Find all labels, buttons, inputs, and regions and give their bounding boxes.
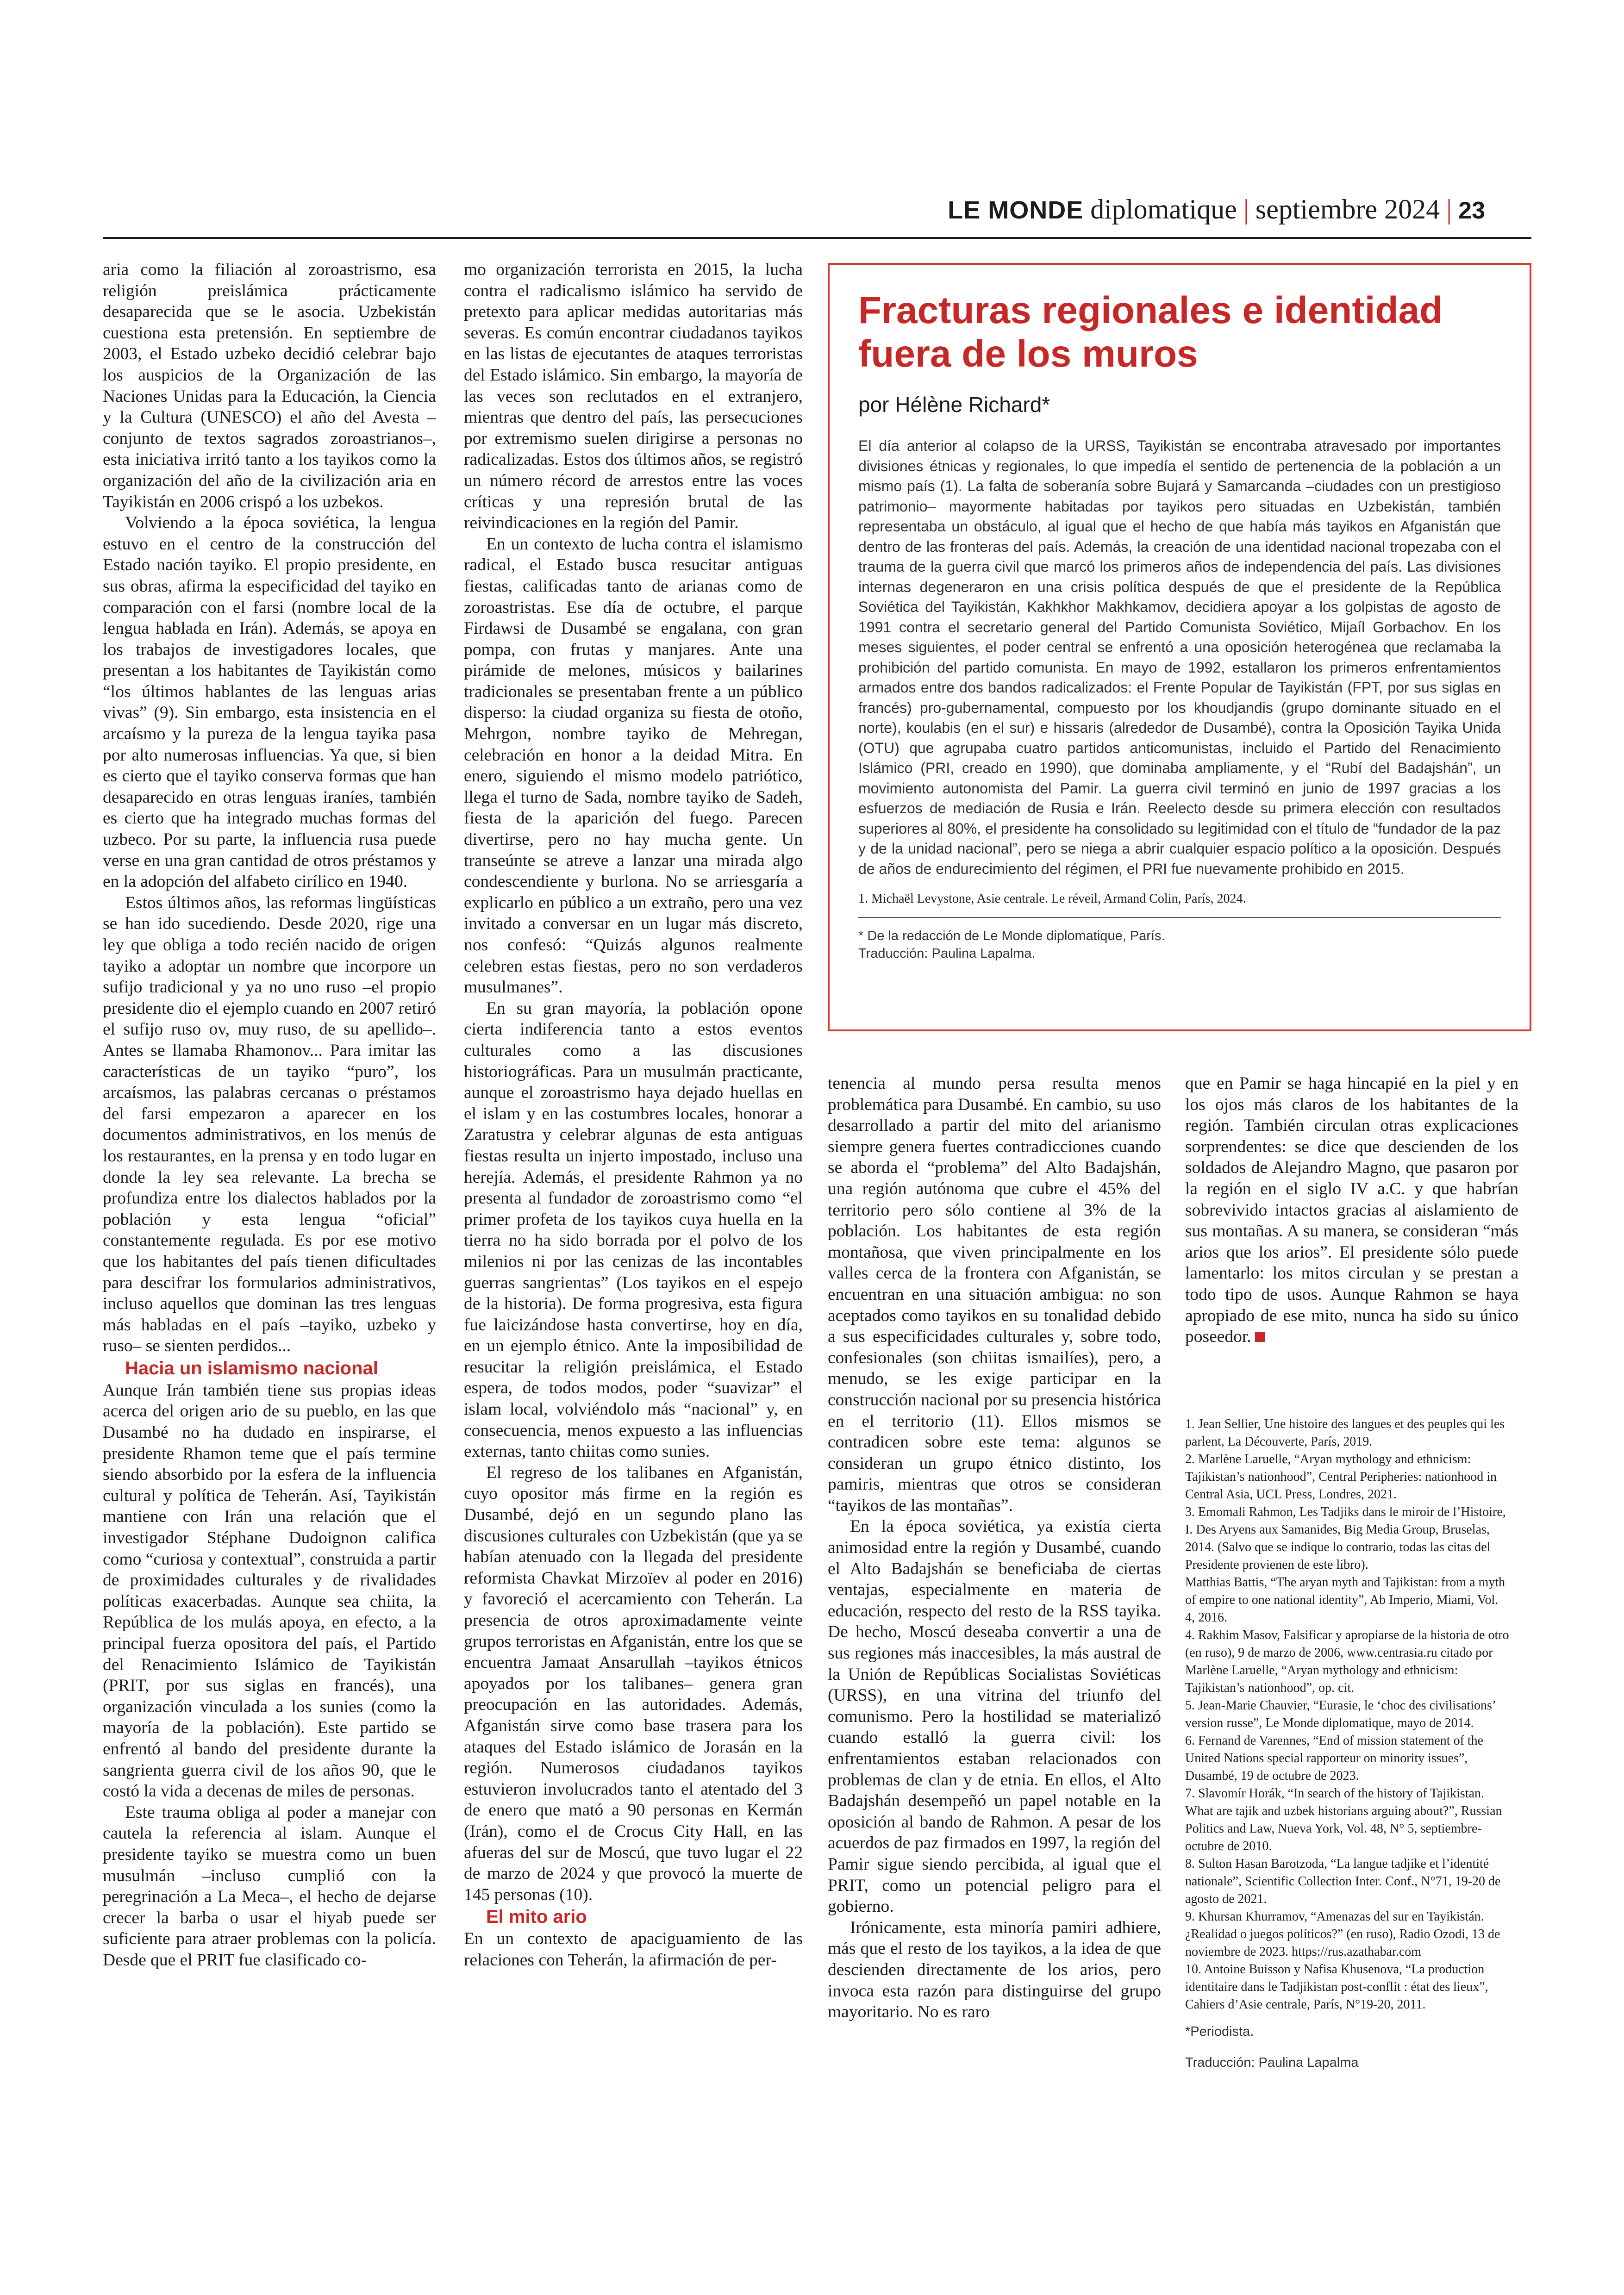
sidebar-author: por Hélène Richard*	[858, 393, 1050, 417]
paragraph: aria como la filiación al zoroastrismo, esa religión preislámica prácticamente desaparecida que se le asocia. Uzbekistán cuestiona esta pretensión. En septiembre de 2003, el Estado uzbeko decidió celebrar bajo los auspicios de la Organización de las Naciones Unidas para la Educación, la Ciencia y la Cultura (UNESCO) el año del Avesta –conjunto de textos sagrados zoroastrianos–, esta iniciativa irritó tanto a los tayikos como la organización del año de la civilización aria en Tayikistán en 2006 crispó a los uzbekos.	[103, 260, 436, 511]
sidebar-body: El día anterior al colapso de la URSS, Tayikistán se encontraba atravesado por importantes divisiones étnicas y regionales, lo que impedía el sentido de pertenencia de la población a un mismo país (1). La falta de soberanía sobre Bujará y Samarcanda –ciudades con un prestigioso patrimonio– mayormente habitadas por tayikos pero situadas en Uzbekistán, también representaba un obstáculo, al igual que el hecho de que había más tayikos en Afganistán que dentro de las fronteras del país. Además, la creación de una identidad nacional tropezaba con el trauma de la guerra civil que marcó los primeros años de independencia del país. Las divisiones internas degeneraron en una crisis política después de que el presidente de la República Soviética del Tayikistán, Kakhkhor Makhkamov, decidiera apoyar a los golpistas de agosto de 1991 contra el secretario general del Partido Comunista Soviético, Mijaíl Gorbachov. En los meses siguientes, el poder central se enfrentó a una oposición heterogénea que reclamaba la prohibición del partido comunista. En mayo de 1992, estallaron los primeros enfrentamientos armados entre dos bandos radicalizados: el Frente Popular de Tayikistán (FPT, por sus siglas en francés) pro-gubernamental, compuesto por los khoudjandis (grupo dominante situado en el norte), koulabis (en el sur) e hissaris (alrededor de Dusambé), contra la Oposición Tayika Unida (OTU) que agrupaba cuatro partidos anticomunistas, incluido el Partido del Renacimiento Islámico (PRI, creado en 1990), que dominaba ampliamente, y el “Rubí del Badajshán”, un movimiento autonomista del Pamir. La guerra civil terminó en junio de 1997 gracias a los esfuerzos de mediación de Rusia e Irán. Reelecto desde su primera elección con resultados superiores al 80%, el presidente ha consolidado su legitimidad con el título de “fundador de la paz y de la unidad nacional”, pero se niega a abrir cualquier espacio político a la oposición. Después de años de endurecimiento del régimen, el PRI fue nuevamente prohibido en 2015.	[858, 437, 1501, 877]
header-separator: |	[1243, 194, 1249, 225]
sidebar-credit: Traducción: Paulina Lapalma.	[858, 946, 1036, 961]
article-column-4	[1185, 1073, 1518, 1416]
sidebar-credit: * De la redacción de Le Monde diplomatique, París.	[858, 929, 1165, 943]
paragraph: Estos últimos años, las reformas lingüísticas se han ido sucediendo. Desde 2020, rige una ley que obliga a todo recién nacido de origen tayiko a adoptar un nombre que incorpore un sufijo tradicional y ya no uno ruso –el propio presidente dio el ejemplo cuando en 2007 retiró el sufijo ruso ov, muy ruso, de su apellido–. Antes se llamaba Rhamonov... Para imitar las características de un tayiko “puro”, los arcaísmos, las palabras cercanas o préstamos del farsi empezaron a aparecer en los documentos administrativos, en los menús de los restaurantes, en la prensa y en todo lugar en donde la ley sea relevante. La brecha se profundiza entre los dialectos hablados por la población y esta lengua “oficial” constantemente regulada. Es por ese motivo que los habitantes del país tienen dificultades para descifrar los formularios administrativos, incluso aquellos que dominan las tres lenguas más habladas en el país –tayiko, uzbeko y ruso– se sienten perdidos...	[103, 893, 436, 1356]
paragraph: En un contexto de lucha contra el islamismo radical, el Estado busca resucitar antiguas fiestas, calificadas tanto de arianas como de zoroastristas. Ese día de octubre, el parque Firdawsi de Dusambé se engalana, con gran pompa, con frutas y manjares. Ante una pirámide de melones, músicos y bailarines tradicionales se presentaban frente a un público disperso: la ciudad organiza su fiesta de otoño, Mehrgon, nombre tayiko de Mehregan, celebración en honor a la deidad Mitra. En enero, siguiendo el mismo modelo patriótico, llega el turno de Sada, nombre tayiko de Sadeh, fiesta de la aparición del fuego. Parecen divertirse, pero no hay mucha gente. Un transeúnte se atreve a lanzar una mirada algo condescendiente y burlona. No se arriesgaría a explicarlo en público a un extraño, pero una vez invitado a conversar en un lugar más discreto, nos confesó: “Quizás algunos realmente celebren estas fiestas, pero no son verdaderos musulmanes”.	[464, 534, 803, 997]
paragraph: Aunque Irán también tiene sus propias ideas acerca del origen ario de su pueblo, en las que Dusambé no ha dudado en inspirarse, el presidente Rhamon teme que el país termine siendo absorbido por la esfera de la influencia cultural y política de Teherán. Así, Tayikistán mantiene con Irán una relación que el investigador Stéphane Dudoignon califica como “curiosa y contextual”, construida a partir de proximidades culturales y de rivalidades políticas exacerbadas. Aunque sea chiita, la República de los mulás apoya, en efecto, a la principal fuerza opositora del país, el Partido del Renacimiento Islámico de Tayikistán (PRIT, por sus siglas en francés), una organización vinculada a los sunies (como la mayoría de la población). Este partido se enfrentó al bando del presidente durante la sangrienta guerra civil de los años 90, que le costó la vida a decenas de miles de personas.	[103, 1380, 436, 1801]
footnote: 3. Emomali Rahmon, Les Tadjiks dans le miroir de l’Histoire, I. Des Aryens aux Samanides, Big Media Group, Bruselas, 2014. (Salvo que se indique lo contrario, todas las citas del Presidente provienen de este libro).	[1185, 1505, 1506, 1572]
footnote: 9. Khursan Khurramov, “Amenazas del sur en Tayikistán. ¿Realidad o juegos políticos?” (en ruso), Radio Ozodi, 13 de noviembre de 2023. https://rus.azathabar.com	[1185, 1909, 1500, 1959]
paragraph	[1185, 1073, 1518, 1347]
subheading: El mito ario	[486, 1907, 587, 1927]
notes-credit: Traducción: Paulina Lapalma	[1185, 2055, 1359, 2070]
paragraph-text: que en Pamir se haga hincapié en la piel y en los ojos más claros de los habitantes de la región. También circulan otras explicaciones sorprendentes: se dice que descienden de los soldados de Alejandro Magno, que pasaron por la región en el siglo IV a.C. y que habrían sobrevivido intactos gracias al aislamiento de sus montañas. A su manera, se consideran “más arios que los arios”. El presidente sólo puede lamentarlo: los mitos circulan y se prestan a todo tipo de usos. Aunque Rahmon se haya apropiado de ese mito, nunca ha sido su único poseedor.	[1185, 1074, 1518, 1347]
header-page-number: 23	[1458, 197, 1485, 224]
footnotes	[1185, 1416, 1509, 2085]
header-brand: LE MONDE	[948, 196, 1084, 224]
paragraph: tenencia al mundo persa resulta menos problemática para Dusambé. En cambio, su uso desarrollado a partir del mito del arianismo siempre genera fuertes contradicciones cuando se aborda el “problema” del Alto Badajshán, una región autónoma que cubre el 45% del territorio pero sólo contiene al 3% de la población. Los habitantes de esta región montañosa, que viven principalmente en los valles cerca de la frontera con Afganistán, se encuentran en una situación ambigua: no son aceptados como tayikos en su tonalidad debido a sus especificidades culturales y, sobre todo, confesionales (son chiitas ismailíes), pero, a menudo, se les exige participar en la construcción nacional por su presencia histórica en el territorio (11). Ellos mismos se contradicen sobre este tema: algunos se consideran un grupo étnico distinto, los pamiris, mientras que otros se consideran “tayikos de las montañas”.	[828, 1074, 1161, 1515]
paragraph: Este trauma obliga al poder a manejar con cautela la referencia al islam. Aunque el presidente tayiko se muestra como un buen musulmán –incluso cumplió con la peregrinación a La Meca–, el hecho de dejarse crecer la barba o usar el hiyab puede ser suficiente para atraer problemas con la policía. Desde que el PRIT fue clasificado co-	[103, 1802, 436, 1970]
paragraph: En su gran mayoría, la población opone cierta indiferencia tanto a estos eventos culturales como a las discusiones historiográficas. Para un musulmán practicante, aunque el zoroastrismo haya dejado huellas en el islam y en las costumbres locales, honorar a Zaratustra y celebrar algunas de esta antiguas fiestas resulta un injerto impostado, incluso una herejía. Además, el presidente Rahmon ya no presenta al fundador de zoroastrismo como “el primer profeta de los tayikos cuya huella en la tierra no ha sido borrada por el polvo de los milenios ni por las cenizas de las incontables guerras sangrientas” (Los tayikos en el espejo de la historia). De forma progresiva, esta figura fue laicizándose hasta convertirse, hoy en día, en un ejemplo étnico. Ante la imposibilidad de resucitar la religión preislámica, el Estado espera, de todos modos, poder “suavizar” el islam local, volviéndolo más “nacional” y, en consecuencia, menos expuesto a las influencias externas, tanto chiitas como sunies.	[464, 998, 803, 1461]
sidebar-divider	[858, 917, 1501, 918]
header-rule	[103, 237, 1531, 239]
footnote: Matthias Battis, “The aryan myth and Tajikistan: from a myth of empire to one national identity”, Ab Imperio, Miami, Vol. 4, 2016.	[1185, 1575, 1505, 1625]
article-column-2	[464, 259, 803, 2120]
footnote: 8. Sulton Hasan Barotzoda, “La langue tadjike et l’identité nationale”, Scientific Collection Inter. Conf., N°71, 19-20 de agosto de 2021.	[1185, 1857, 1501, 1906]
footnote: 1. Jean Sellier, Une histoire des langues et des peuples qui les parlent, La Découverte, París, 2019.	[1185, 1417, 1505, 1449]
page-header	[948, 191, 1485, 228]
sidebar-footnote: 1. Michaël Levystone, Asie centrale. Le réveil, Armand Colin, París, 2024.	[858, 892, 1246, 906]
paragraph: mo organización terrorista en 2015, la lucha contra el radicalismo islámico ha servido de pretexto para aplicar medidas autoritarias más severas. Es común encontrar ciudadanos tayikos en las listas de ejecutantes de ataques terroristas del Estado islámico. Sin embargo, la mayoría de las veces son reclutados en el extranjero, mientras que dentro del país, las persecuciones por extremismo suelen dirigirse a personas no radicalizadas. Estos dos últimos años, se registró un número récord de arrestos entre las voces críticas y una represión brutal de las reivindicaciones en la región del Pamir.	[464, 260, 803, 533]
footnote: 10. Antoine Buisson y Nafisa Khusenova, “La production identitaire dans le Tadjikistan post-conflit : état des lieux”, Cahiers d’Asie centrale, París, N°19-20, 2011.	[1185, 1962, 1488, 2012]
end-mark-icon	[1255, 1332, 1265, 1342]
sidebar-title: Fracturas regionales e identidad fuera de los muros	[858, 289, 1443, 375]
header-publication: diplomatique	[1090, 194, 1237, 225]
footnote: 7. Slavomír Horák, “In search of the history of Tajikistan. What are tajik and uzbek historians arguing about?”, Russian Politics and Law, Nueva York, Vol. 48, N° 5, septiembre-octubre de 2010.	[1185, 1786, 1502, 1853]
footnote: 4. Rakhim Masov, Falsificar y apropiarse de la historia de otro (en ruso), 9 de marzo de 2006, www.centrasia.ru citado por Marlène Laruelle, “Aryan mythology and ethnicism: Tajikistan’s nationhood”, op. cit.	[1185, 1628, 1509, 1695]
notes-credit: *Periodista.	[1185, 2024, 1254, 2039]
subheading: Hacia un islamismo nacional	[125, 1358, 378, 1378]
paragraph: En un contexto de apaciguamiento de las relaciones con Teherán, la afirmación de per-	[464, 1929, 803, 1970]
paragraph: En la época soviética, ya existía cierta animosidad entre la región y Dusambé, cuando el Alto Badajshán se beneficiaba de ciertas ventajas, especialmente en materia de educación, respecto del resto de la RSS tayika. De hecho, Moscú deseaba convertir a una de sus regiones más inaccesibles, la más austral de la Unión de Repúblicas Socialistas Soviéticas (URSS), en una vitrina del triunfo del comunismo. Pero la hostilidad se materializó cuando estalló la guerra civil: los enfrentamientos estaban relacionados con problemas de clan y de etnia. En ellos, el Alto Badajshán desempeñó un papel notable en la oposición al bando de Rahmon. A pesar de los acuerdos de paz firmados en 1997, la región del Pamir sigue siendo percibida, al igual que el PRIT, como un potencial peligro para el gobierno.	[828, 1517, 1161, 1916]
footnote: 5. Jean-Marie Chauvier, “Eurasie, le ‘choc des civilisations’ version russe”, Le Monde diplomatique, mayo de 2014.	[1185, 1698, 1496, 1730]
paragraph: Volviendo a la época soviética, la lengua estuvo en el centro de la construcción del Estado nación tayiko. El propio presidente, en sus obras, afirma la especificidad del tayiko en comparación con el farsi (nombre local de la lengua hablada en Irán). Además, se apoya en los trabajos de investigadores locales, que presentan a los habitantes de Tayikistán como “los últimos hablantes de las lenguas arias vivas” (9). Sin embargo, esta insistencia en el arcaísmo y la pureza de la lengua tayika pasa por alto numerosas influencias. Ya que, si bien es cierto que el tayiko conserva formas que han desaparecido en otras lenguas iraníes, también es cierto que ha integrado muchas formas del uzbeco. Por su parte, la influencia rusa puede verse en una gran cantidad de otros préstamos y en la adopción del alfabeto cirílico en 1940.	[103, 513, 436, 892]
sidebar-box	[828, 263, 1531, 1031]
header-separator: |	[1446, 194, 1452, 225]
article-column-1	[103, 259, 436, 2120]
footnote: 2. Marlène Laruelle, “Aryan mythology and ethnicism: Tajikistan’s nationhood”, Central Peripheries: nationhood in Central Asia, UCL Press, Londres, 2021.	[1185, 1452, 1497, 1502]
footnote: 6. Fernand de Varennes, “End of mission statement of the United Nations special rapporteur on minority issues”, Dusambé, 19 de octubre de 2023.	[1185, 1734, 1484, 1783]
header-date: septiembre 2024	[1255, 194, 1440, 225]
paragraph: El regreso de los talibanes en Afganistán, cuyo opositor más firme en la región es Dusambé, dejó en un segundo plano las discusiones culturales con Uzbekistán (que ya se habían atenuado con la llegada del presidente reformista Chavkat Mirzoïev al poder en 2016) y favoreció el acercamiento con Teherán. La presencia de otros aproximadamente veinte grupos terroristas en Afganistán, entre los que se encuentra Jamaat Ansarullah –tayikos étnicos apoyados por los talibanes– genera gran preocupación en las autoridades. Además, Afganistán sirve como base trasera para los ataques del Estado islámico de Jorasán en la región. Numerosos ciudadanos tayikos estuvieron involucrados tanto el atentado del 3 de enero que mató a 90 personas en Kermán (Irán), como el de Crocus City Hall, en las afueras del sur de Moscú, que tuvo lugar el 22 de marzo de 2024 y que provocó la muerte de 145 personas (10).	[464, 1463, 803, 1904]
article-column-3	[828, 1073, 1161, 2120]
paragraph: Irónicamente, esta minoría pamiri adhiere, más que el resto de los tayikos, a la idea de que descienden directamente de los arios, pero invoca esta razón para distinguirse del grupo mayoritario. No es raro	[828, 1918, 1161, 2022]
